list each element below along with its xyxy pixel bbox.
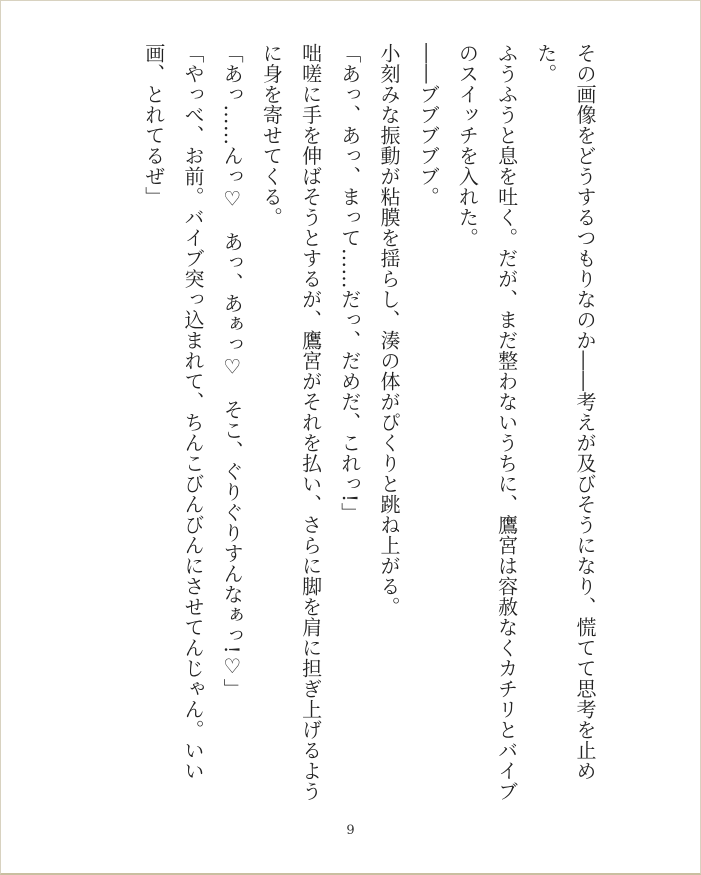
paragraph-5: 「あっ、あっ、まって……だっ、だめだ、これっ!」 (337, 43, 362, 524)
paragraph-3: ――ブブブブブ。 (416, 43, 441, 207)
paragraph-8: 「やっべ、お前。バイブ突っ込まれて、ちんこびんびんにさせてんじゃん。いい画、とれてるぜ」 (141, 43, 205, 781)
page-number: 9 (346, 823, 355, 838)
paragraph-1: その画像をどうするつもりなのか――考えが及びそうになり、慌てて思考を止めた。 (533, 43, 597, 781)
paragraph-6: 咄嗟に手を伸ばそうとするが、鷹宮がそれを払い、さらに脚を肩に担ぎ上げるように身を寄せてくる。 (259, 43, 323, 802)
paragraph-7: 「あっ……んっ♡ あっ、あぁっ♡ そこ、ぐりぐりすんなぁっ!♡」 (220, 43, 245, 700)
vertical-text-body (134, 43, 604, 813)
paragraph-4: 小刻みな振動が粘膜を揺らし、湊の体がぴくりと跳ね上がる。 (376, 43, 401, 617)
paragraph-2: ふうふうと息を吐く。だが、まだ整わないうちに、鷹宮は容赦なくカチリとバイブのスイッチを入れた。 (455, 43, 519, 802)
